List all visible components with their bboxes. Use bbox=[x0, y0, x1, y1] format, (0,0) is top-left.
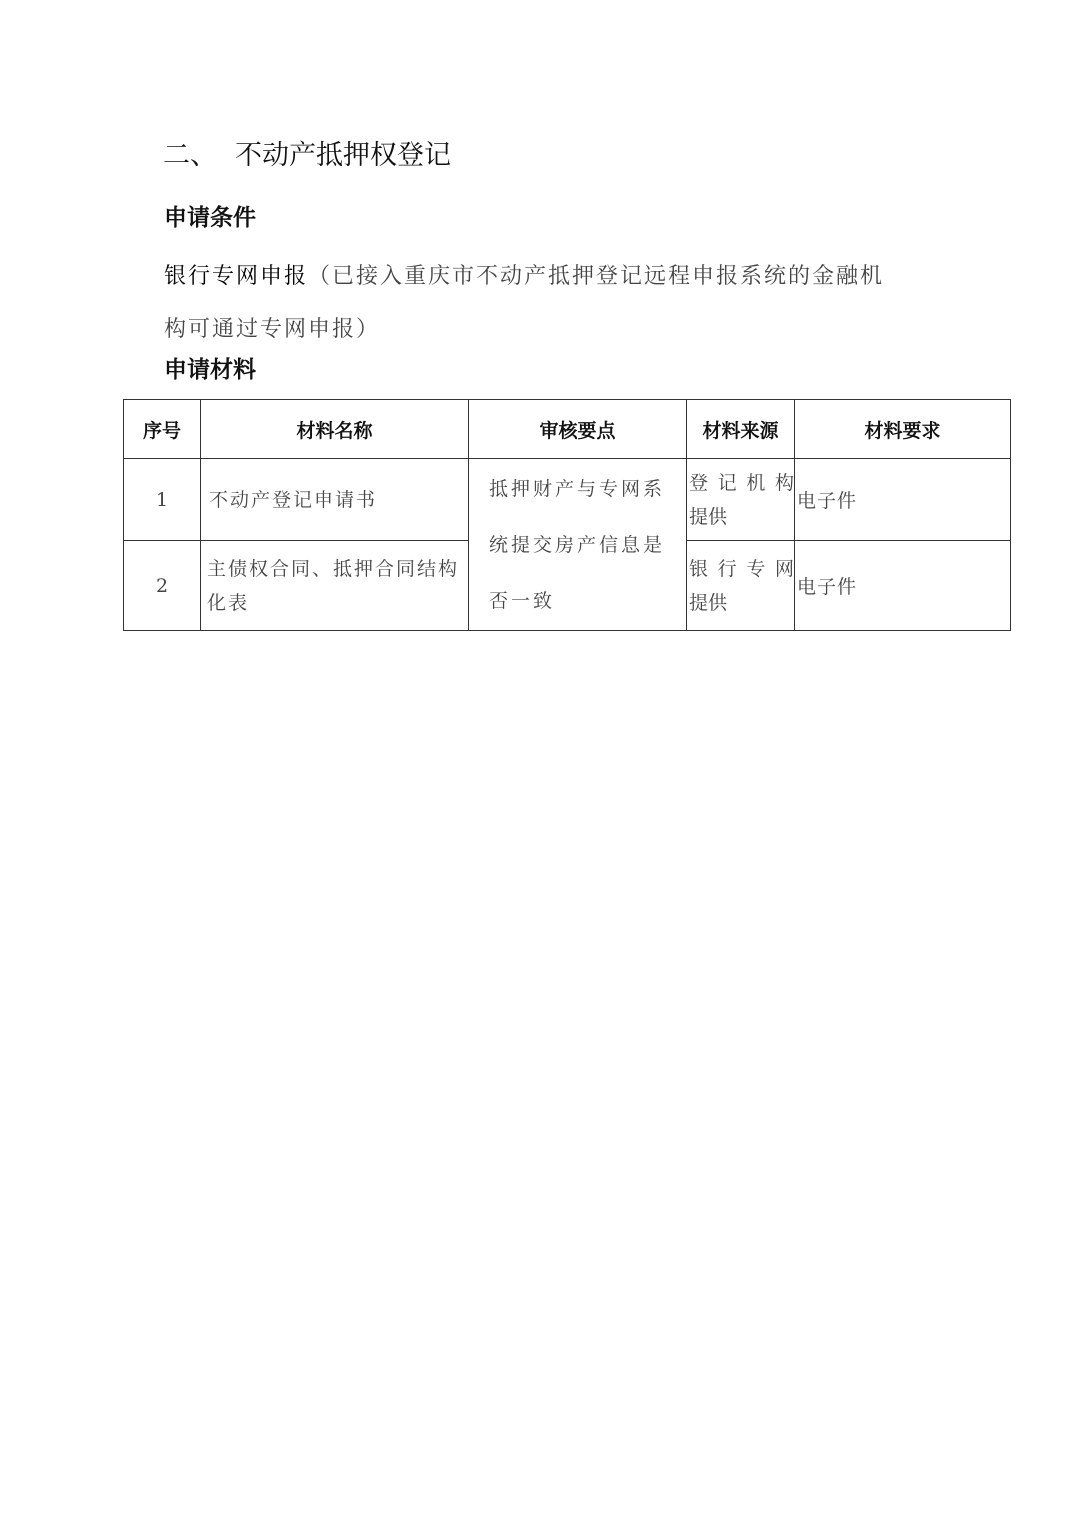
row-source-line-2: 提供 bbox=[689, 505, 728, 528]
conditions-heading: 申请条件 bbox=[164, 205, 256, 231]
table-header-row bbox=[124, 400, 1011, 459]
review-point-line-3: 否一致 bbox=[489, 589, 556, 612]
row-material-name-line-1: 主债权合同、抵押合同结构 bbox=[207, 557, 460, 580]
column-header-source: 材料来源 bbox=[687, 400, 795, 459]
materials-heading: 申请材料 bbox=[164, 357, 256, 383]
column-header-requirement: 材料要求 bbox=[795, 400, 1011, 459]
conditions-line-2: 构可通过专网申报） bbox=[164, 317, 381, 342]
section-heading bbox=[163, 134, 451, 178]
column-header-review: 审核要点 bbox=[469, 400, 687, 459]
row-material-name bbox=[201, 541, 469, 631]
row-source bbox=[687, 541, 795, 631]
table-row bbox=[124, 459, 1011, 541]
section-title: 不动产抵押权登记 bbox=[235, 140, 451, 171]
row-seq: 2 bbox=[124, 541, 201, 631]
row-source bbox=[687, 459, 795, 541]
review-point-cell bbox=[469, 459, 687, 631]
row-source-line-1: 登 记 机 构 bbox=[689, 471, 794, 494]
row-source-line-2: 提供 bbox=[689, 591, 728, 614]
column-header-seq: 序号 bbox=[124, 400, 201, 459]
section-number: 二、 bbox=[163, 140, 217, 171]
row-seq: 1 bbox=[124, 459, 201, 541]
materials-table bbox=[123, 399, 1011, 631]
row-source-line-1: 银 行 专 网 bbox=[689, 557, 794, 580]
conditions-line-1 bbox=[164, 250, 924, 303]
review-point-line-1: 抵押财产与专网系 bbox=[489, 477, 666, 500]
column-header-name: 材料名称 bbox=[201, 400, 469, 459]
review-point-line-2: 统提交房产信息是 bbox=[489, 533, 666, 556]
row-requirement: 电子件 bbox=[795, 541, 1011, 631]
conditions-line-1-rest: （已接入重庆市不动产抵押登记远程申报系统的金融机 bbox=[308, 264, 885, 289]
conditions-lead: 银行专网申报 bbox=[164, 264, 309, 289]
row-material-name: 不动产登记申请书 bbox=[201, 459, 469, 541]
row-material-name-line-2: 化表 bbox=[207, 591, 250, 614]
row-requirement: 电子件 bbox=[795, 459, 1011, 541]
conditions-paragraph bbox=[164, 250, 924, 356]
